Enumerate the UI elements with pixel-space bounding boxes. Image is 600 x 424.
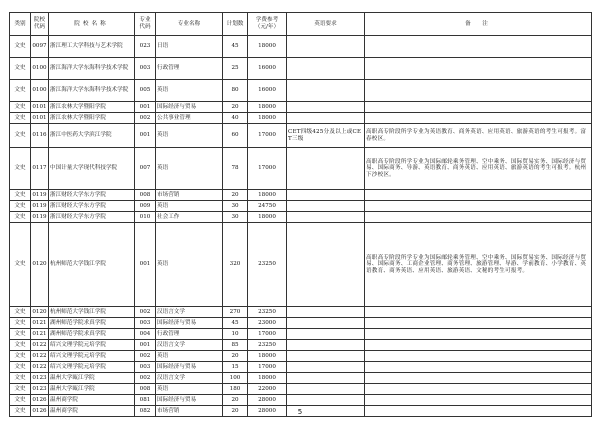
tuition-cell: 18000 — [248, 190, 287, 201]
remarks-cell: 高职高专阶段所学专业为国际邮轮乘务管理、空中乘务、国际贸易实务、国际经济与贸易、国际商务、导游、英语教育、商务英语、应用英语、旅游英语的考生可报考。杭州下沙校区。 — [365, 148, 592, 190]
school-name-cell: 温州大学瓯江学院 — [49, 373, 135, 384]
major-name-cell: 英语 — [156, 80, 223, 102]
category-cell: 文史 — [10, 395, 31, 406]
major-code-cell: 002 — [135, 373, 156, 384]
plan-count-cell: 20 — [223, 351, 248, 362]
tuition-cell: 17000 — [248, 362, 287, 373]
school-name-cell: 温州大学瓯江学院 — [49, 384, 135, 395]
tuition-cell: 24750 — [248, 201, 287, 212]
major-name-cell: 市场营销 — [156, 406, 223, 417]
table-row — [10, 102, 592, 113]
category-cell: 文史 — [10, 102, 31, 113]
header-major-name: 专业名称 — [156, 13, 223, 36]
remarks-cell — [365, 351, 592, 362]
table-row — [10, 58, 592, 80]
tuition-cell: 18000 — [248, 212, 287, 223]
category-cell: 文史 — [10, 80, 31, 102]
header-category: 类别 — [10, 13, 31, 36]
admissions-plan-table — [9, 12, 592, 417]
school-code-cell: 0117 — [31, 148, 49, 190]
major-name-cell: 英语 — [156, 201, 223, 212]
major-name-cell: 行政管理 — [156, 329, 223, 340]
school-code-cell: 0120 — [31, 307, 49, 318]
page-number: 5 — [297, 408, 303, 416]
school-code-cell: 0122 — [31, 362, 49, 373]
school-name-cell: 绍兴文理学院元培学院 — [49, 351, 135, 362]
category-cell: 文史 — [10, 124, 31, 148]
table-row — [10, 362, 592, 373]
header-major-code-line2: 代码 — [139, 24, 151, 30]
school-name-cell: 杭州师范大学钱江学院 — [49, 223, 135, 307]
english-requirement-cell — [287, 212, 365, 223]
plan-count-cell: 20 — [223, 102, 248, 113]
english-requirement-cell — [287, 148, 365, 190]
major-name-cell: 英语 — [156, 124, 223, 148]
table-row — [10, 212, 592, 223]
tuition-cell: 18000 — [248, 351, 287, 362]
remarks-cell — [365, 190, 592, 201]
school-name-cell: 湖州师范学院求真学院 — [49, 329, 135, 340]
english-requirement-cell — [287, 373, 365, 384]
major-name-cell: 社会工作 — [156, 212, 223, 223]
major-code-cell: 081 — [135, 395, 156, 406]
remarks-cell — [365, 113, 592, 124]
english-requirement-cell — [287, 223, 365, 307]
major-code-cell: 004 — [135, 329, 156, 340]
table-row — [10, 373, 592, 384]
school-name-cell: 浙江中医药大学滨江学院 — [49, 124, 135, 148]
header-major-code — [135, 13, 156, 36]
school-code-cell: 0119 — [31, 201, 49, 212]
tuition-cell: 23250 — [248, 223, 287, 307]
major-name-cell: 英语 — [156, 223, 223, 307]
table-row — [10, 113, 592, 124]
school-code-cell: 0123 — [31, 384, 49, 395]
category-cell: 文史 — [10, 190, 31, 201]
english-requirement-cell — [287, 340, 365, 351]
major-name-cell: 英语 — [156, 148, 223, 190]
plan-count-cell: 320 — [223, 223, 248, 307]
table-row — [10, 148, 592, 190]
major-name-cell: 国际经济与贸易 — [156, 318, 223, 329]
plan-count-cell: 45 — [223, 318, 248, 329]
school-code-cell: 0119 — [31, 212, 49, 223]
school-code-cell: 0123 — [31, 373, 49, 384]
tuition-cell: 22000 — [248, 384, 287, 395]
table-body — [10, 36, 592, 417]
category-cell: 文史 — [10, 223, 31, 307]
remarks-cell — [365, 362, 592, 373]
english-requirement-cell — [287, 329, 365, 340]
english-requirement-cell: CET四级425分及以上或CET三级 — [287, 124, 365, 148]
category-cell: 文史 — [10, 329, 31, 340]
category-cell: 文史 — [10, 148, 31, 190]
major-code-cell: 003 — [135, 318, 156, 329]
major-code-cell: 002 — [135, 307, 156, 318]
major-name-cell: 英语 — [156, 351, 223, 362]
english-requirement-cell — [287, 80, 365, 102]
category-cell: 文史 — [10, 373, 31, 384]
remarks-cell — [365, 212, 592, 223]
major-code-cell: 009 — [135, 201, 156, 212]
major-code-cell: 023 — [135, 36, 156, 58]
table-row — [10, 340, 592, 351]
school-name-cell: 浙江财经大学东方学院 — [49, 201, 135, 212]
school-name-cell: 绍兴文理学院元培学院 — [49, 340, 135, 351]
plan-count-cell: 30 — [223, 212, 248, 223]
major-code-cell: 008 — [135, 384, 156, 395]
remarks-cell — [365, 80, 592, 102]
tuition-cell: 18000 — [248, 113, 287, 124]
school-code-cell: 0101 — [31, 102, 49, 113]
english-requirement-cell — [287, 36, 365, 58]
plan-count-cell: 270 — [223, 307, 248, 318]
major-name-cell: 英语 — [156, 384, 223, 395]
tuition-cell: 16000 — [248, 58, 287, 80]
header-row — [10, 13, 592, 36]
english-requirement-cell — [287, 307, 365, 318]
header-tuition — [248, 13, 287, 36]
category-cell: 文史 — [10, 406, 31, 417]
plan-count-cell: 45 — [223, 36, 248, 58]
table-row — [10, 223, 592, 307]
plan-count-cell: 78 — [223, 148, 248, 190]
school-code-cell: 0101 — [31, 113, 49, 124]
category-cell: 文史 — [10, 36, 31, 58]
table-row — [10, 201, 592, 212]
school-code-cell: 0122 — [31, 351, 49, 362]
tuition-cell: 17000 — [248, 148, 287, 190]
tuition-cell: 17000 — [248, 124, 287, 148]
english-requirement-cell — [287, 395, 365, 406]
school-name-cell: 杭州师范大学钱江学院 — [49, 307, 135, 318]
major-code-cell: 007 — [135, 148, 156, 190]
major-name-cell: 行政管理 — [156, 58, 223, 80]
header-plan-count: 计划数 — [223, 13, 248, 36]
remarks-cell: 高职高专阶段所学专业为英语教育、商务英语、应用英语、旅游英语的考生可报考。富春校区。 — [365, 124, 592, 148]
tuition-cell: 23250 — [248, 307, 287, 318]
header-school-code-line1: 院校 — [33, 17, 46, 24]
school-code-cell: 0120 — [31, 223, 49, 307]
school-code-cell: 0122 — [31, 340, 49, 351]
plan-count-cell: 15 — [223, 362, 248, 373]
plan-count-cell: 60 — [223, 124, 248, 148]
english-requirement-cell — [287, 351, 365, 362]
tuition-cell: 18000 — [248, 36, 287, 58]
category-cell: 文史 — [10, 384, 31, 395]
major-code-cell: 001 — [135, 124, 156, 148]
school-name-cell: 浙江财经大学东方学院 — [49, 212, 135, 223]
header-major-code-line1: 专业 — [139, 17, 151, 24]
major-name-cell: 公共事业管理 — [156, 113, 223, 124]
table-row — [10, 307, 592, 318]
english-requirement-cell — [287, 384, 365, 395]
category-cell: 文史 — [10, 318, 31, 329]
category-cell: 文史 — [10, 307, 31, 318]
school-name-cell: 中国计量大学现代科技学院 — [49, 148, 135, 190]
major-code-cell: 001 — [135, 102, 156, 113]
table-row — [10, 384, 592, 395]
major-code-cell: 005 — [135, 80, 156, 102]
major-code-cell: 003 — [135, 58, 156, 80]
english-requirement-cell — [287, 190, 365, 201]
major-name-cell: 国际经济与贸易 — [156, 362, 223, 373]
school-code-cell: 0116 — [31, 124, 49, 148]
major-code-cell: 001 — [135, 340, 156, 351]
remarks-cell — [365, 307, 592, 318]
table-row — [10, 395, 592, 406]
plan-count-cell: 80 — [223, 80, 248, 102]
major-name-cell: 汉语言文学 — [156, 373, 223, 384]
header-english-requirement: 英语要求 — [287, 13, 365, 36]
plan-count-cell: 20 — [223, 395, 248, 406]
tuition-cell: 18000 — [248, 373, 287, 384]
school-name-cell: 温州商学院 — [49, 395, 135, 406]
remarks-cell — [365, 384, 592, 395]
category-cell: 文史 — [10, 340, 31, 351]
remarks-cell — [365, 201, 592, 212]
plan-count-cell: 40 — [223, 113, 248, 124]
school-code-cell: 0100 — [31, 58, 49, 80]
tuition-cell: 28000 — [248, 395, 287, 406]
category-cell: 文史 — [10, 58, 31, 80]
remarks-cell — [365, 329, 592, 340]
school-name-cell: 绍兴文理学院元培学院 — [49, 362, 135, 373]
major-code-cell: 010 — [135, 212, 156, 223]
school-name-cell: 浙江财经大学东方学院 — [49, 190, 135, 201]
english-requirement-cell — [287, 102, 365, 113]
school-name-cell: 浙江农林大学暨阳学院 — [49, 102, 135, 113]
tuition-cell: 16000 — [248, 80, 287, 102]
header-tuition-line2: （元/年） — [254, 24, 280, 30]
plan-count-cell: 25 — [223, 58, 248, 80]
school-name-cell: 浙江农林大学暨阳学院 — [49, 113, 135, 124]
school-code-cell: 0100 — [31, 80, 49, 102]
school-code-cell: 0126 — [31, 406, 49, 417]
table-row — [10, 190, 592, 201]
school-name-cell: 浙江理工大学科技与艺术学院 — [49, 36, 135, 58]
plan-count-cell: 10 — [223, 329, 248, 340]
remarks-cell: 高职高专阶段所学专业为国际邮轮乘务管理、空中乘务、国际贸易实务、国际经济与贸易、国际商务、工商企业管理、商务管理、旅游管理、导游、学前教育、小学教育、英语教育、商务英语、应用英语、旅游英语、文秘的考生可报考。 — [365, 223, 592, 307]
school-name-cell: 湖州师范学院求真学院 — [49, 318, 135, 329]
remarks-cell — [365, 395, 592, 406]
tuition-cell: 28000 — [248, 406, 287, 417]
school-code-cell: 0119 — [31, 190, 49, 201]
remarks-cell — [365, 318, 592, 329]
header-school-name: 院校名称 — [49, 13, 135, 36]
category-cell: 文史 — [10, 201, 31, 212]
header-remarks: 备 注 — [365, 13, 592, 36]
table-row — [10, 124, 592, 148]
school-name-cell: 浙江海洋大学东海科学技术学院 — [49, 80, 135, 102]
table-row — [10, 329, 592, 340]
english-requirement-cell — [287, 113, 365, 124]
table-row — [10, 80, 592, 102]
major-code-cell: 003 — [135, 362, 156, 373]
remarks-cell — [365, 36, 592, 58]
school-code-cell: 0121 — [31, 329, 49, 340]
plan-count-cell: 30 — [223, 201, 248, 212]
tuition-cell: 17000 — [248, 329, 287, 340]
header-school-code — [31, 13, 49, 36]
english-requirement-cell — [287, 58, 365, 80]
header-tuition-line1: 学费参考 — [255, 17, 279, 24]
plan-count-cell: 180 — [223, 384, 248, 395]
major-code-cell: 008 — [135, 190, 156, 201]
plan-count-cell: 85 — [223, 340, 248, 351]
table-row — [10, 36, 592, 58]
english-requirement-cell — [287, 201, 365, 212]
tuition-cell: 23250 — [248, 340, 287, 351]
school-code-cell: 0126 — [31, 395, 49, 406]
major-name-cell: 汉语言文学 — [156, 307, 223, 318]
english-requirement-cell — [287, 362, 365, 373]
plan-count-cell: 20 — [223, 190, 248, 201]
tuition-cell: 23000 — [248, 318, 287, 329]
english-requirement-cell — [287, 318, 365, 329]
category-cell: 文史 — [10, 351, 31, 362]
major-code-cell: 001 — [135, 223, 156, 307]
major-code-cell: 002 — [135, 113, 156, 124]
remarks-cell — [365, 58, 592, 80]
tuition-cell: 18000 — [248, 102, 287, 113]
category-cell: 文史 — [10, 212, 31, 223]
major-name-cell: 国际经济与贸易 — [156, 102, 223, 113]
major-name-cell: 汉语言文学 — [156, 340, 223, 351]
table-row — [10, 351, 592, 362]
major-code-cell: 002 — [135, 351, 156, 362]
school-code-cell: 0097 — [31, 36, 49, 58]
major-name-cell: 日语 — [156, 36, 223, 58]
school-name-cell: 浙江海洋大学东海科学技术学院 — [49, 58, 135, 80]
major-code-cell: 082 — [135, 406, 156, 417]
plan-count-cell: 100 — [223, 373, 248, 384]
remarks-cell — [365, 102, 592, 113]
remarks-cell — [365, 340, 592, 351]
major-name-cell: 市场营销 — [156, 190, 223, 201]
header-school-code-line2: 代码 — [33, 24, 46, 30]
table-row — [10, 318, 592, 329]
school-code-cell: 0121 — [31, 318, 49, 329]
major-name-cell: 国际经济与贸易 — [156, 395, 223, 406]
category-cell: 文史 — [10, 113, 31, 124]
remarks-cell — [365, 373, 592, 384]
plan-count-cell: 20 — [223, 406, 248, 417]
school-name-cell: 温州商学院 — [49, 406, 135, 417]
category-cell: 文史 — [10, 362, 31, 373]
